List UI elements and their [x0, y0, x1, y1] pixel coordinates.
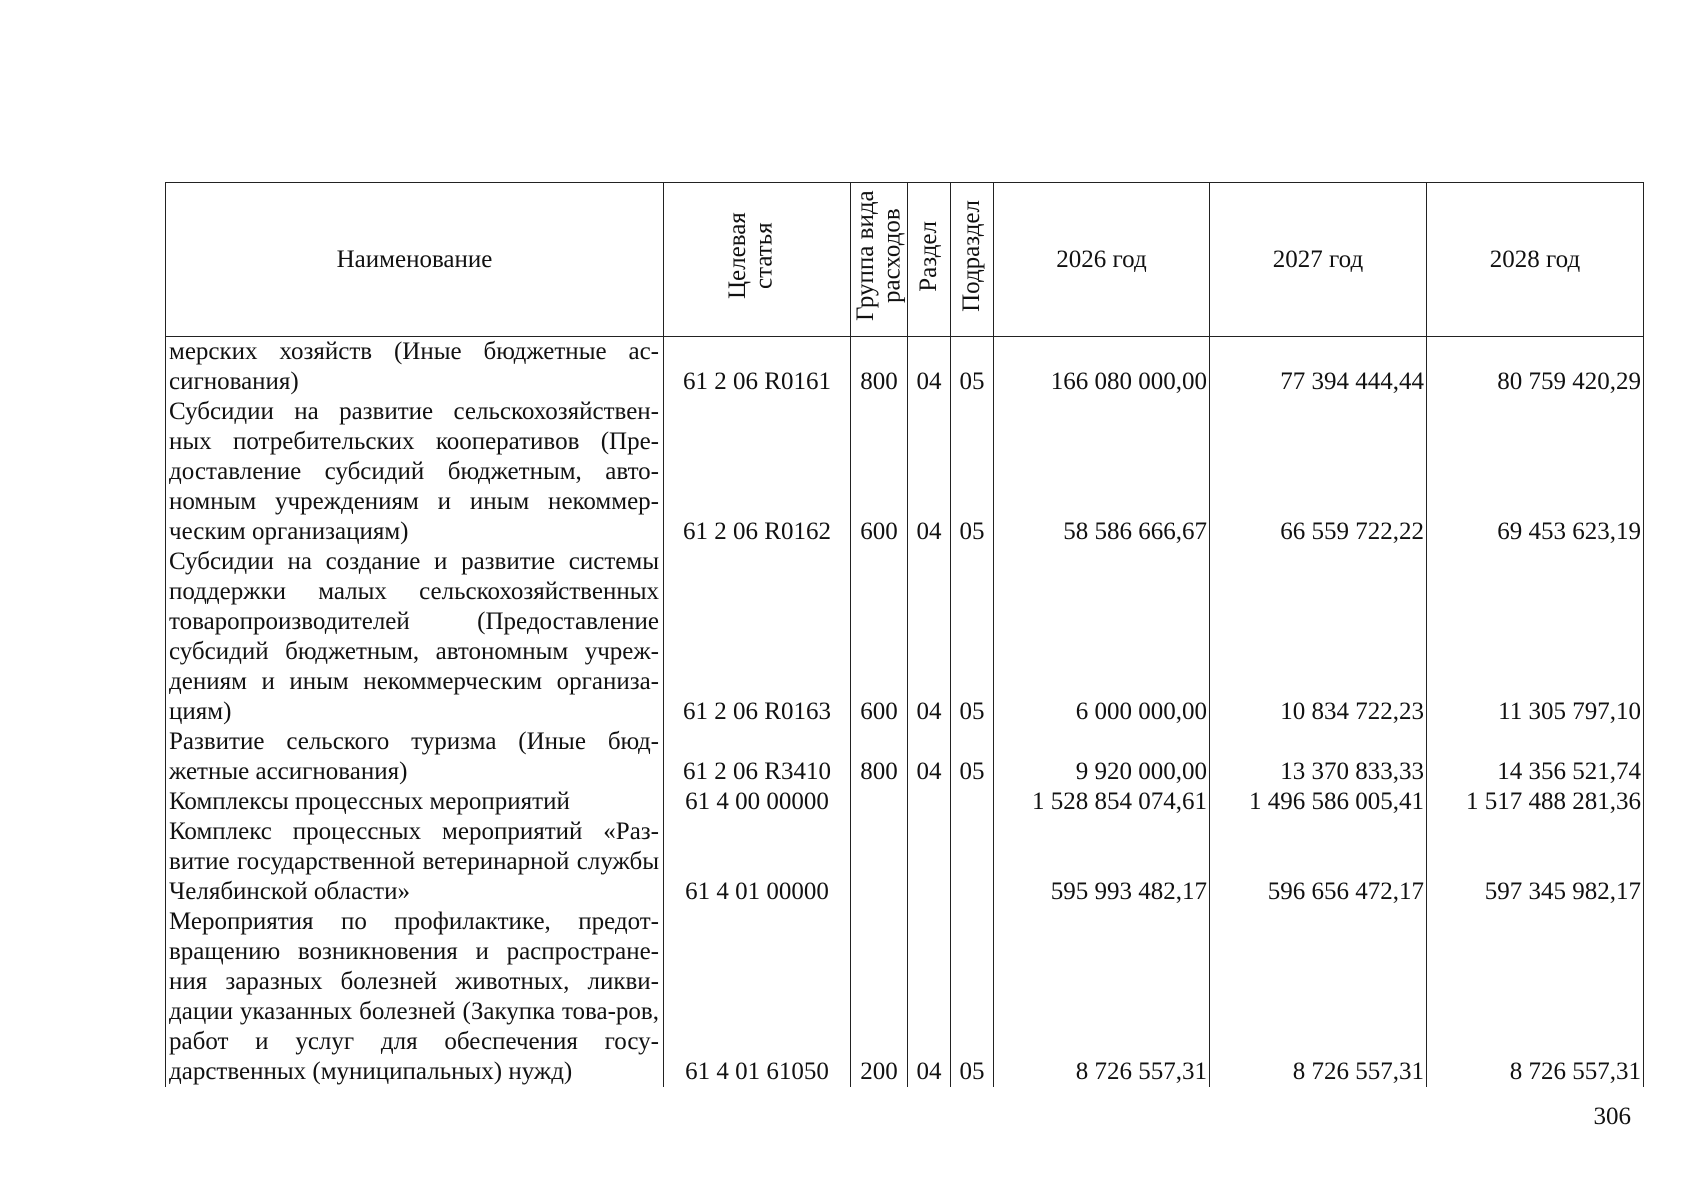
row-group	[851, 817, 908, 907]
page-number: 306	[1593, 1103, 1631, 1130]
header-group-label: Группа вида расходов	[852, 190, 906, 322]
row-y3: 80 759 420,29	[1427, 337, 1644, 398]
row-code: 61 2 06 R0163	[664, 547, 851, 727]
row-y1: 9 920 000,00	[994, 727, 1210, 787]
table-row	[166, 337, 1644, 398]
row-section	[908, 817, 951, 907]
row-group: 800	[851, 337, 908, 398]
row-subsection: 05	[951, 727, 994, 787]
row-y2: 13 370 833,33	[1210, 727, 1427, 787]
row-section	[908, 787, 951, 817]
header-section-label: Раздел	[914, 220, 942, 292]
row-name: мерских хозяйств (Иные бюджетные ас-сигнования)	[166, 337, 664, 398]
row-y3: 1 517 488 281,36	[1427, 787, 1644, 817]
row-y2: 66 559 722,22	[1210, 397, 1427, 547]
row-group: 600	[851, 547, 908, 727]
row-section: 04	[908, 907, 951, 1087]
header-subsection	[951, 183, 994, 337]
table-row	[166, 907, 1644, 1087]
row-name: Субсидии на создание и развитие системы поддержки малых сельскохозяйственных товаропроизводителей (Предоставление субсидий бюджетным, автономным учреж-дениям и иным некоммерческим организа-циям)	[166, 547, 664, 727]
row-y1: 6 000 000,00	[994, 547, 1210, 727]
header-section	[908, 183, 951, 337]
row-y1: 166 080 000,00	[994, 337, 1210, 398]
row-name: Развитие сельского туризма (Иные бюд-жетные ассигнования)	[166, 727, 664, 787]
table-header	[166, 183, 1644, 337]
row-subsection: 05	[951, 907, 994, 1087]
row-subsection	[951, 787, 994, 817]
header-y1: 2026 год	[994, 183, 1210, 337]
row-code: 61 2 06 R0162	[664, 397, 851, 547]
row-y1: 595 993 482,17	[994, 817, 1210, 907]
row-y3: 8 726 557,31	[1427, 907, 1644, 1087]
row-code: 61 4 01 61050	[664, 907, 851, 1087]
row-group	[851, 787, 908, 817]
row-y2: 1 496 586 005,41	[1210, 787, 1427, 817]
table-row	[166, 817, 1644, 907]
header-y2: 2027 год	[1210, 183, 1427, 337]
row-subsection: 05	[951, 337, 994, 398]
row-section: 04	[908, 727, 951, 787]
row-code: 61 4 00 00000	[664, 787, 851, 817]
row-section: 04	[908, 337, 951, 398]
row-y1: 1 528 854 074,61	[994, 787, 1210, 817]
header-subsection-label: Подраздел	[957, 200, 985, 312]
row-code: 61 4 01 00000	[664, 817, 851, 907]
row-code: 61 2 06 R3410	[664, 727, 851, 787]
row-name: Субсидии на развитие сельскохозяйствен-ных потребительских кооперативов (Пре-доставление субсидий бюджетным, авто-номным учреждениям и иным некоммер-ческим организациям)	[166, 397, 664, 547]
table-row	[166, 727, 1644, 787]
row-name: Комплекс процессных мероприятий «Раз-витие государственной ветеринарной службы Челябинской области»	[166, 817, 664, 907]
budget-table	[165, 182, 1644, 1087]
header-y3: 2028 год	[1427, 183, 1644, 337]
row-y1: 8 726 557,31	[994, 907, 1210, 1087]
row-y2: 596 656 472,17	[1210, 817, 1427, 907]
row-section: 04	[908, 547, 951, 727]
table-row	[166, 547, 1644, 727]
header-code-label: Целевая статья	[724, 212, 778, 300]
row-y1: 58 586 666,67	[994, 397, 1210, 547]
row-subsection: 05	[951, 397, 994, 547]
row-group: 800	[851, 727, 908, 787]
row-name: Комплексы процессных мероприятий	[166, 787, 664, 817]
row-y3: 11 305 797,10	[1427, 547, 1644, 727]
table-row	[166, 397, 1644, 547]
row-subsection	[951, 817, 994, 907]
row-group: 600	[851, 397, 908, 547]
header-code	[664, 183, 851, 337]
row-section: 04	[908, 397, 951, 547]
table-body	[166, 337, 1644, 1088]
row-y2: 8 726 557,31	[1210, 907, 1427, 1087]
row-y2: 77 394 444,44	[1210, 337, 1427, 398]
row-group: 200	[851, 907, 908, 1087]
header-name: Наименование	[166, 183, 664, 337]
table-row	[166, 787, 1644, 817]
header-group	[851, 183, 908, 337]
row-code: 61 2 06 R0161	[664, 337, 851, 398]
row-y3: 14 356 521,74	[1427, 727, 1644, 787]
row-name: Мероприятия по профилактике, предот-вращению возникновения и распростране-ния заразных болезней животных, ликви-дации указанных болезней (Закупка това-ров, работ и услуг для обеспечения госу-дарственных (муниципальных) нужд)	[166, 907, 664, 1087]
row-subsection: 05	[951, 547, 994, 727]
row-y3: 69 453 623,19	[1427, 397, 1644, 547]
row-y3: 597 345 982,17	[1427, 817, 1644, 907]
row-y2: 10 834 722,23	[1210, 547, 1427, 727]
